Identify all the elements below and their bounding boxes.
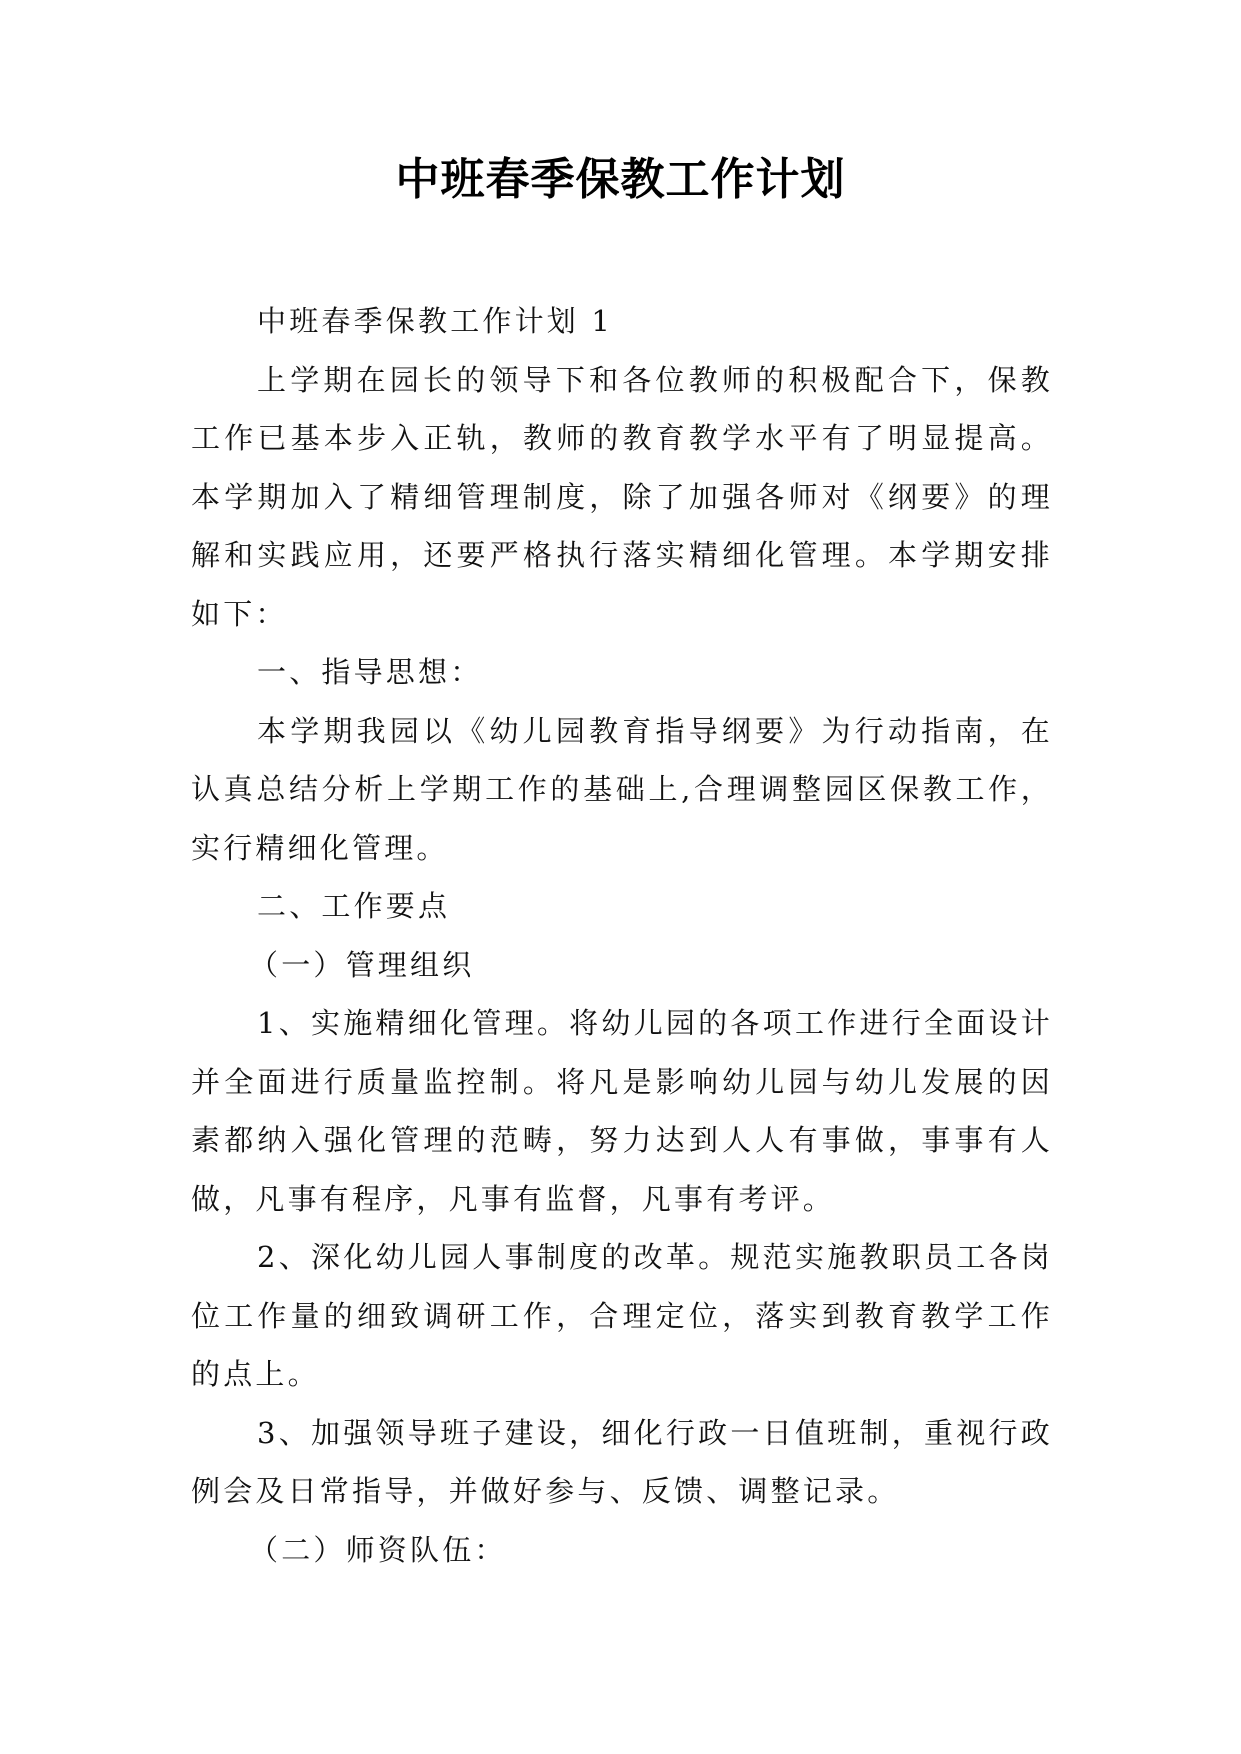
paragraph-item-1: 1、实施精细化管理。将幼儿园的各项工作进行全面设计并全面进行质量监控制。将凡是影响幼儿园与幼儿发展的因素都纳入强化管理的范畴，努力达到人人有事做，事事有人做，凡事有程序，凡事有监督，凡事有考评。 — [191, 1006, 1053, 1216]
heading-teaching-staff: （二）师资队伍： — [249, 1532, 507, 1567]
heading-management-organization: （一）管理组织 — [249, 947, 475, 982]
document-title: 中班春季保教工作计划 — [395, 154, 846, 205]
document-body — [191, 292, 1053, 1579]
paragraph-item-3: 3、加强领导班子建设，细化行政一日值班制，重视行政例会及日常指导，并做好参与、反馈、调整记录。 — [191, 1415, 1053, 1508]
heading-work-points: 二、工作要点 — [257, 889, 451, 923]
paragraph-guiding-ideology: 本学期我园以《幼儿园教育指导纲要》为行动指南，在认真总结分析上学期工作的基础上,合理调整园区保教工作，实行精细化管理。 — [191, 713, 1053, 865]
paragraph-item-2: 2、深化幼儿园人事制度的改革。规范实施教职员工各岗位工作量的细致调研工作，合理定位，落实到教育教学工作的点上。 — [191, 1240, 1053, 1391]
heading-guiding-ideology: 一、指导思想： — [257, 655, 483, 689]
paragraph-intro: 上学期在园长的领导下和各位教师的积极配合下，保教工作已基本步入正轨，教师的教育教学水平有了明显提高。本学期加入了精细管理制度，除了加强各师对《纲要》的理解和实践应用，还要严格执行落实精细化管理。本学期安排如下： — [191, 362, 1053, 631]
section-subtitle: 中班春季保教工作计划 1 — [257, 304, 614, 338]
